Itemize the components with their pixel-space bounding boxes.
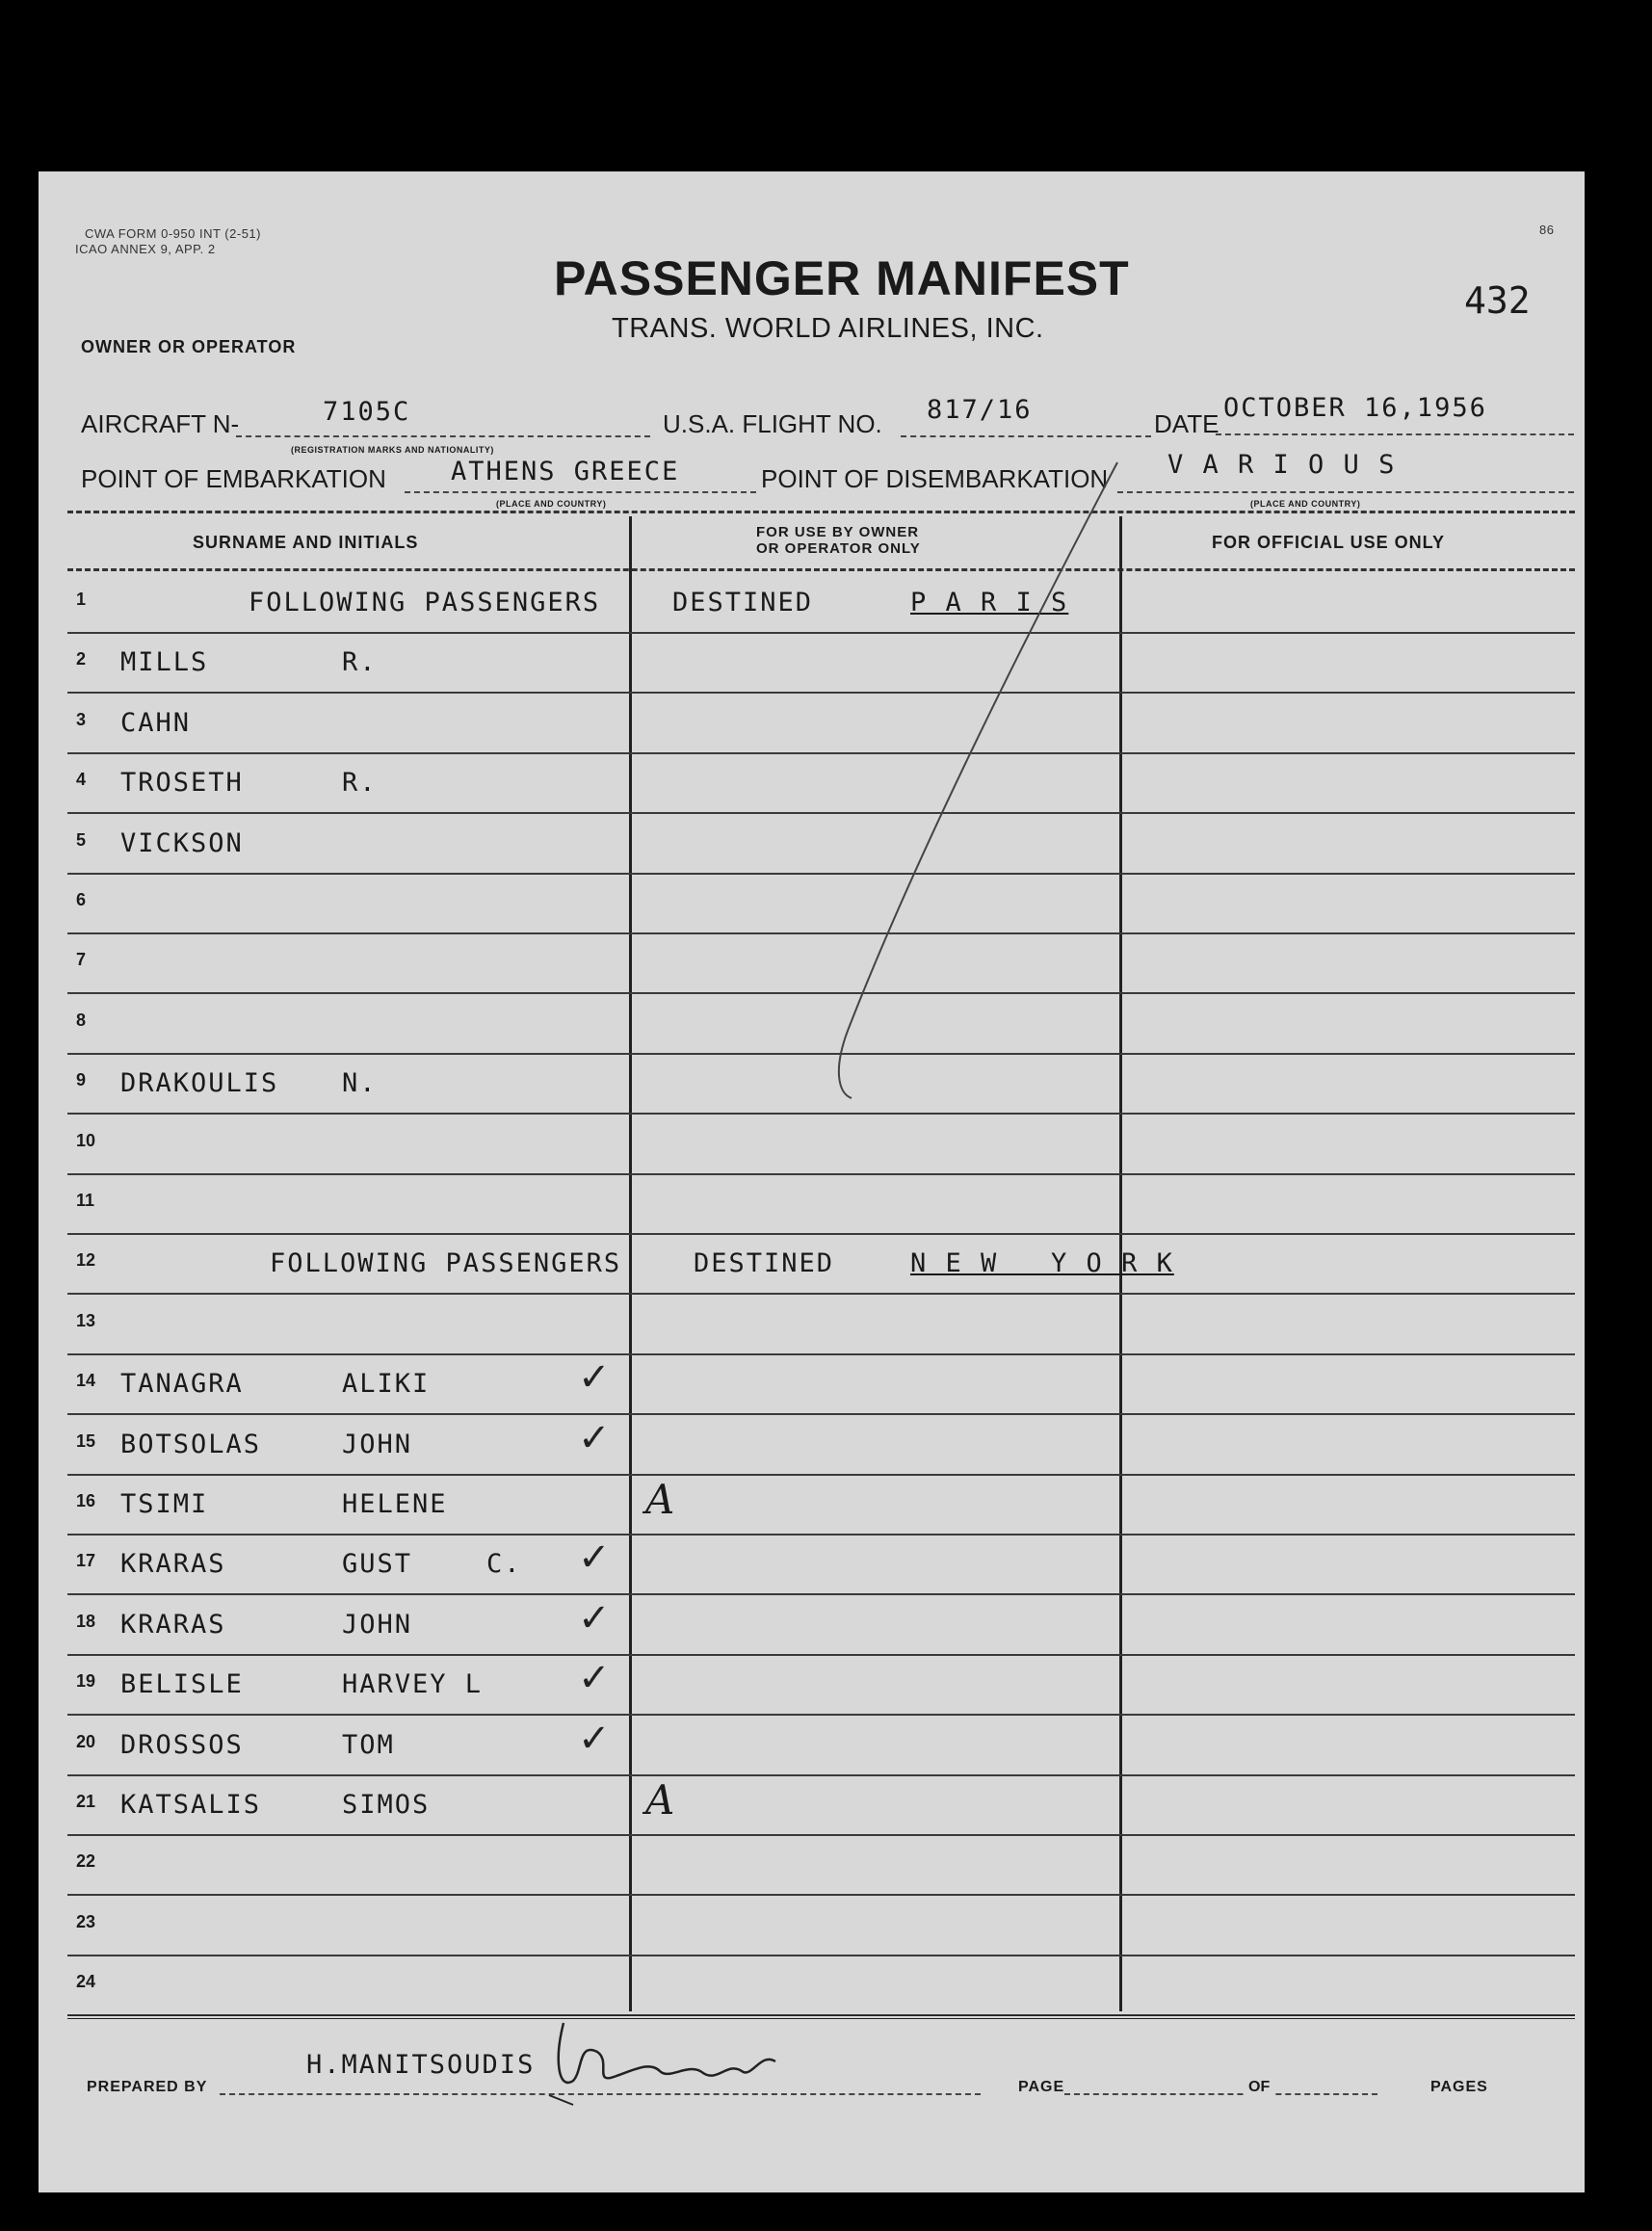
row-number: 5 xyxy=(76,829,87,850)
row-number: 3 xyxy=(76,709,87,729)
embarkation-value: ATHENS GREECE xyxy=(451,457,680,486)
row-number: 17 xyxy=(76,1551,96,1571)
initials-cell: N. xyxy=(342,1068,378,1099)
page-label: PAGE xyxy=(1018,2079,1065,2095)
table-row xyxy=(67,695,1575,754)
table-row xyxy=(67,875,1575,934)
handwritten-a-mark: A xyxy=(645,1776,675,1824)
row-number: 14 xyxy=(76,1371,96,1391)
surname-cell: KRARAS xyxy=(120,1609,226,1640)
table-row xyxy=(67,754,1575,814)
table-row xyxy=(67,934,1575,994)
registration-note: (REGISTRATION MARKS AND NATIONALITY) xyxy=(291,445,494,455)
row-number: 20 xyxy=(76,1731,96,1751)
initials-cell: R. xyxy=(342,647,378,678)
initials-cell: TOM xyxy=(342,1729,395,1760)
row-number: 7 xyxy=(76,950,87,970)
initials-extra-cell: C. xyxy=(486,1549,522,1580)
page-underline xyxy=(1064,2093,1377,2095)
destined-label: DESTINED xyxy=(672,588,814,617)
date-underline xyxy=(1216,433,1574,435)
aircraft-label: AIRCRAFT N- xyxy=(81,409,240,438)
page-number: 432 xyxy=(1464,279,1531,322)
check-mark-icon: ✓ xyxy=(578,1596,611,1640)
row-number: 21 xyxy=(76,1792,96,1811)
destination-value: N E W Y O R K xyxy=(910,1248,1174,1279)
flight-underline xyxy=(901,435,1151,437)
table-row xyxy=(67,1956,1575,2016)
header-divider xyxy=(67,511,1575,513)
table-row xyxy=(67,1596,1575,1656)
table-row xyxy=(67,1776,1575,1836)
surname-cell: BOTSOLAS xyxy=(120,1429,262,1459)
check-mark-icon: ✓ xyxy=(578,1717,611,1760)
initials-cell: HELENE xyxy=(342,1489,448,1519)
table-row xyxy=(67,634,1575,694)
disembarkation-label: POINT OF DISEMBARKATION xyxy=(761,464,1109,493)
embarkation-underline xyxy=(405,491,756,493)
flight-label: U.S.A. FLIGHT NO. xyxy=(663,409,882,438)
row-number: 16 xyxy=(76,1491,96,1510)
table-row xyxy=(67,1296,1575,1355)
initials-cell: JOHN xyxy=(342,1429,413,1459)
table-row xyxy=(67,1656,1575,1716)
surname-cell: FOLLOWING PASSENGERS xyxy=(270,1248,622,1279)
surname-cell: KATSALIS xyxy=(120,1790,262,1820)
row-number: 11 xyxy=(76,1191,95,1210)
table-row xyxy=(67,1235,1575,1295)
table-row xyxy=(67,1175,1575,1235)
surname-cell: VICKSON xyxy=(120,827,244,858)
table-row xyxy=(67,1476,1575,1535)
row-number: 1 xyxy=(76,590,87,609)
surname-cell: FOLLOWING PASSENGERS xyxy=(249,588,601,617)
table-row xyxy=(67,1535,1575,1595)
embark-note: (PLACE AND COUNTRY) xyxy=(496,499,607,509)
table-row xyxy=(67,1416,1575,1476)
disembarkation-underline xyxy=(1117,491,1574,493)
surname-cell: TANAGRA xyxy=(120,1369,244,1400)
row-number: 24 xyxy=(76,1972,96,1992)
row-number: 10 xyxy=(76,1130,96,1150)
initials-cell: HARVEY L xyxy=(342,1669,484,1700)
flight-value: 817/16 xyxy=(927,395,1033,425)
row-number: 9 xyxy=(76,1070,87,1090)
handwritten-a-mark: A xyxy=(645,1476,675,1523)
footer-divider xyxy=(67,2015,1575,2019)
table-row xyxy=(67,1116,1575,1175)
row-number: 2 xyxy=(76,649,87,669)
prepared-by-value: H.MANITSOUDIS xyxy=(306,2050,536,2080)
pages-label: PAGES xyxy=(1430,2079,1488,2095)
official-use-header: FOR OFFICIAL USE ONLY xyxy=(1212,533,1446,552)
prepared-by-label: PREPARED BY xyxy=(87,2079,208,2095)
page-subtitle: TRANS. WORLD AIRLINES, INC. xyxy=(612,313,1044,344)
row-number: 22 xyxy=(76,1851,96,1872)
aircraft-value: 7105C xyxy=(323,397,411,427)
form-id-line2: ICAO ANNEX 9, APP. 2 xyxy=(75,242,216,256)
initials-cell: R. xyxy=(342,768,378,799)
page-title: PASSENGER MANIFEST xyxy=(554,251,1130,305)
row-number: 19 xyxy=(76,1671,96,1692)
surname-cell: DROSSOS xyxy=(120,1729,244,1760)
form-id-line1: CWA FORM 0-950 INT (2-51) xyxy=(85,226,261,241)
aircraft-underline xyxy=(236,435,650,437)
surname-cell: CAHN xyxy=(120,707,192,738)
embarkation-label: POINT OF EMBARKATION xyxy=(81,464,386,493)
owner-use-header-1: FOR USE BY OWNER xyxy=(756,524,920,540)
table-row xyxy=(67,574,1575,634)
row-number: 15 xyxy=(76,1430,96,1451)
table-row xyxy=(67,1836,1575,1896)
signature xyxy=(544,2004,795,2110)
surname-cell: DRAKOULIS xyxy=(120,1068,279,1099)
table-row xyxy=(67,1355,1575,1415)
column-header-divider xyxy=(67,568,1575,571)
destined-label: DESTINED xyxy=(694,1248,835,1279)
check-mark-icon: ✓ xyxy=(578,1356,611,1400)
row-number: 8 xyxy=(76,1010,87,1030)
check-mark-icon: ✓ xyxy=(578,1536,611,1580)
table-row xyxy=(67,1897,1575,1956)
initials-cell: SIMOS xyxy=(342,1790,431,1820)
owner-label: OWNER OR OPERATOR xyxy=(81,337,297,356)
date-label: DATE xyxy=(1154,409,1219,438)
initials-cell: GUST xyxy=(342,1549,413,1580)
destination-value: P A R I S xyxy=(910,588,1069,617)
surname-cell: TROSETH xyxy=(120,768,244,799)
initials-cell: ALIKI xyxy=(342,1369,431,1400)
surname-cell: TSIMI xyxy=(120,1489,209,1519)
row-number: 23 xyxy=(76,1911,96,1931)
surname-header: SURNAME AND INITIALS xyxy=(193,533,419,552)
row-number: 18 xyxy=(76,1611,96,1631)
disembark-note: (PLACE AND COUNTRY) xyxy=(1250,499,1361,509)
of-label: OF xyxy=(1245,2079,1273,2096)
owner-use-header-2: OR OPERATOR ONLY xyxy=(756,540,921,557)
date-value: OCTOBER 16,1956 xyxy=(1223,393,1487,423)
diagonal-pen-stroke xyxy=(828,453,1137,1108)
disembarkation-value: V A R I O U S xyxy=(1167,450,1397,480)
surname-cell: BELISLE xyxy=(120,1669,244,1700)
surname-cell: KRARAS xyxy=(120,1549,226,1580)
surname-cell: MILLS xyxy=(120,647,209,678)
row-number: 6 xyxy=(76,890,87,909)
row-number: 12 xyxy=(76,1250,96,1271)
table-row xyxy=(67,995,1575,1055)
corner-mark: 86 xyxy=(1539,223,1555,237)
check-mark-icon: ✓ xyxy=(578,1657,611,1700)
row-number: 13 xyxy=(76,1310,96,1330)
table-row xyxy=(67,1055,1575,1115)
initials-cell: JOHN xyxy=(342,1609,413,1640)
table-row xyxy=(67,815,1575,875)
check-mark-icon: ✓ xyxy=(578,1416,611,1459)
table-row xyxy=(67,1717,1575,1776)
row-number: 4 xyxy=(76,770,87,790)
